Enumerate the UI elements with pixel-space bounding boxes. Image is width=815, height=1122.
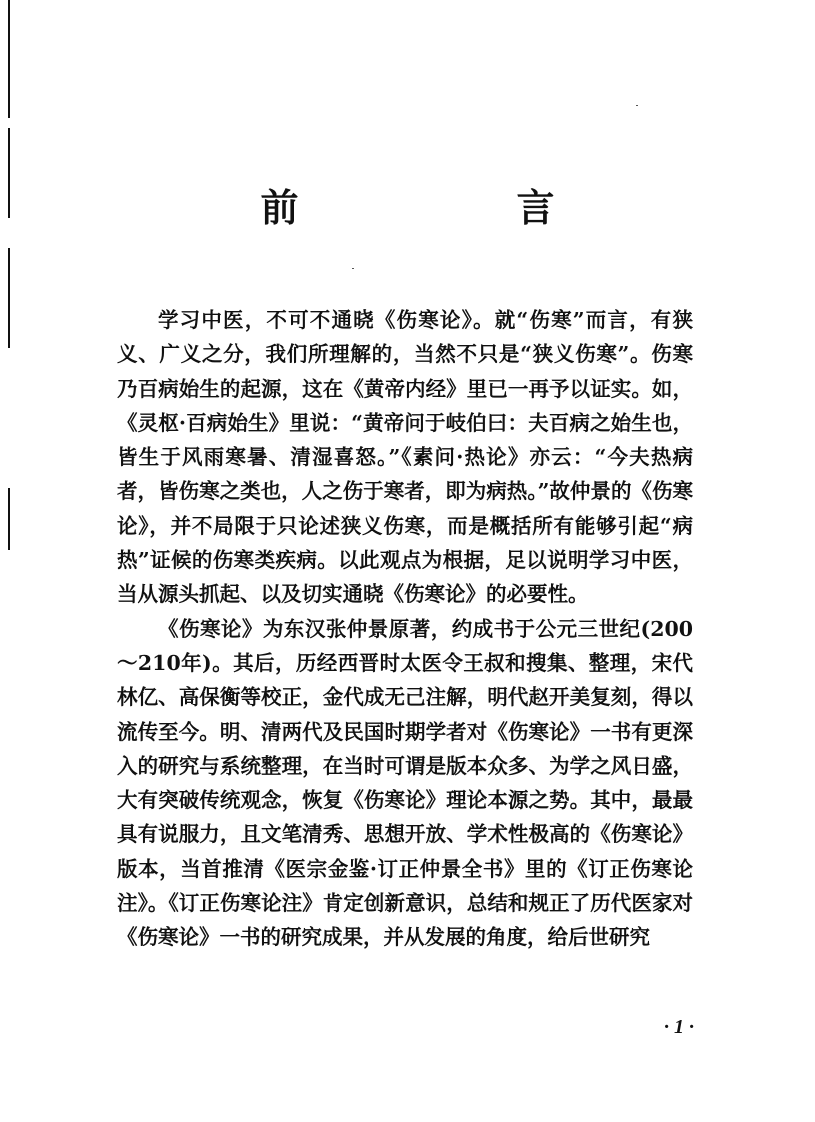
scan-edge-mark [8, 0, 10, 118]
body-text [117, 303, 693, 955]
scan-speck [352, 268, 354, 269]
scan-speck [636, 105, 638, 106]
scan-edge-mark [8, 248, 10, 348]
scan-edge-mark [8, 488, 10, 550]
paragraph: 《伤寒论》为东汉张仲景原著，约成书于公元三世纪(200～210年)。其后，历经西晋时太医令王叔和搜集、整理，宋代林亿、高保衡等校正，金代成无己注解，明代赵开美复刻，得以流传至今。明、清两代及民国时期学者对《伤寒论》一书有更深入的研究与系统整理，在当时可谓是版本众多、为学之风日盛，大有突破传统观念，恢复《伤寒论》理论本源之势。其中，最最具有说服力，且文笔清秀、思想开放、学术性极高的《伤寒论》版本，当首推清《医宗金鉴·订正仲景全书》里的《订正伤寒论注》。《订正伤寒论注》肯定创新意识，总结和规正了历代医家对《伤寒论》一书的研究成果，并从发展的角度，给后世研究 [117, 616, 693, 950]
paragraph: 学习中医，不可不通晓《伤寒论》。就“伤寒”而言，有狭义、广义之分，我们所理解的，当然不只是“狭义伤寒”。伤寒乃百病始生的起源，这在《黄帝内经》里已一再予以证实。如，《灵枢·百病始生》里说：“黄帝问于岐伯曰：夫百病之始生也，皆生于风雨寒暑、清湿喜怒。”《素问·热论》亦云：“今夫热病者，皆伤寒之类也，人之伤于寒者，即为病热。”故仲景的《伤寒论》，并不局限于只论述狭义伤寒，而是概括所有能够引起“病热”证候的伤寒类疾病。以此观点为根据，足以说明学习中医，当从源头抓起、以及切实通晓《伤寒论》的必要性。 [117, 308, 693, 607]
page-number: · 1 · [664, 1016, 694, 1038]
page-title: 前 言 [260, 185, 645, 230]
